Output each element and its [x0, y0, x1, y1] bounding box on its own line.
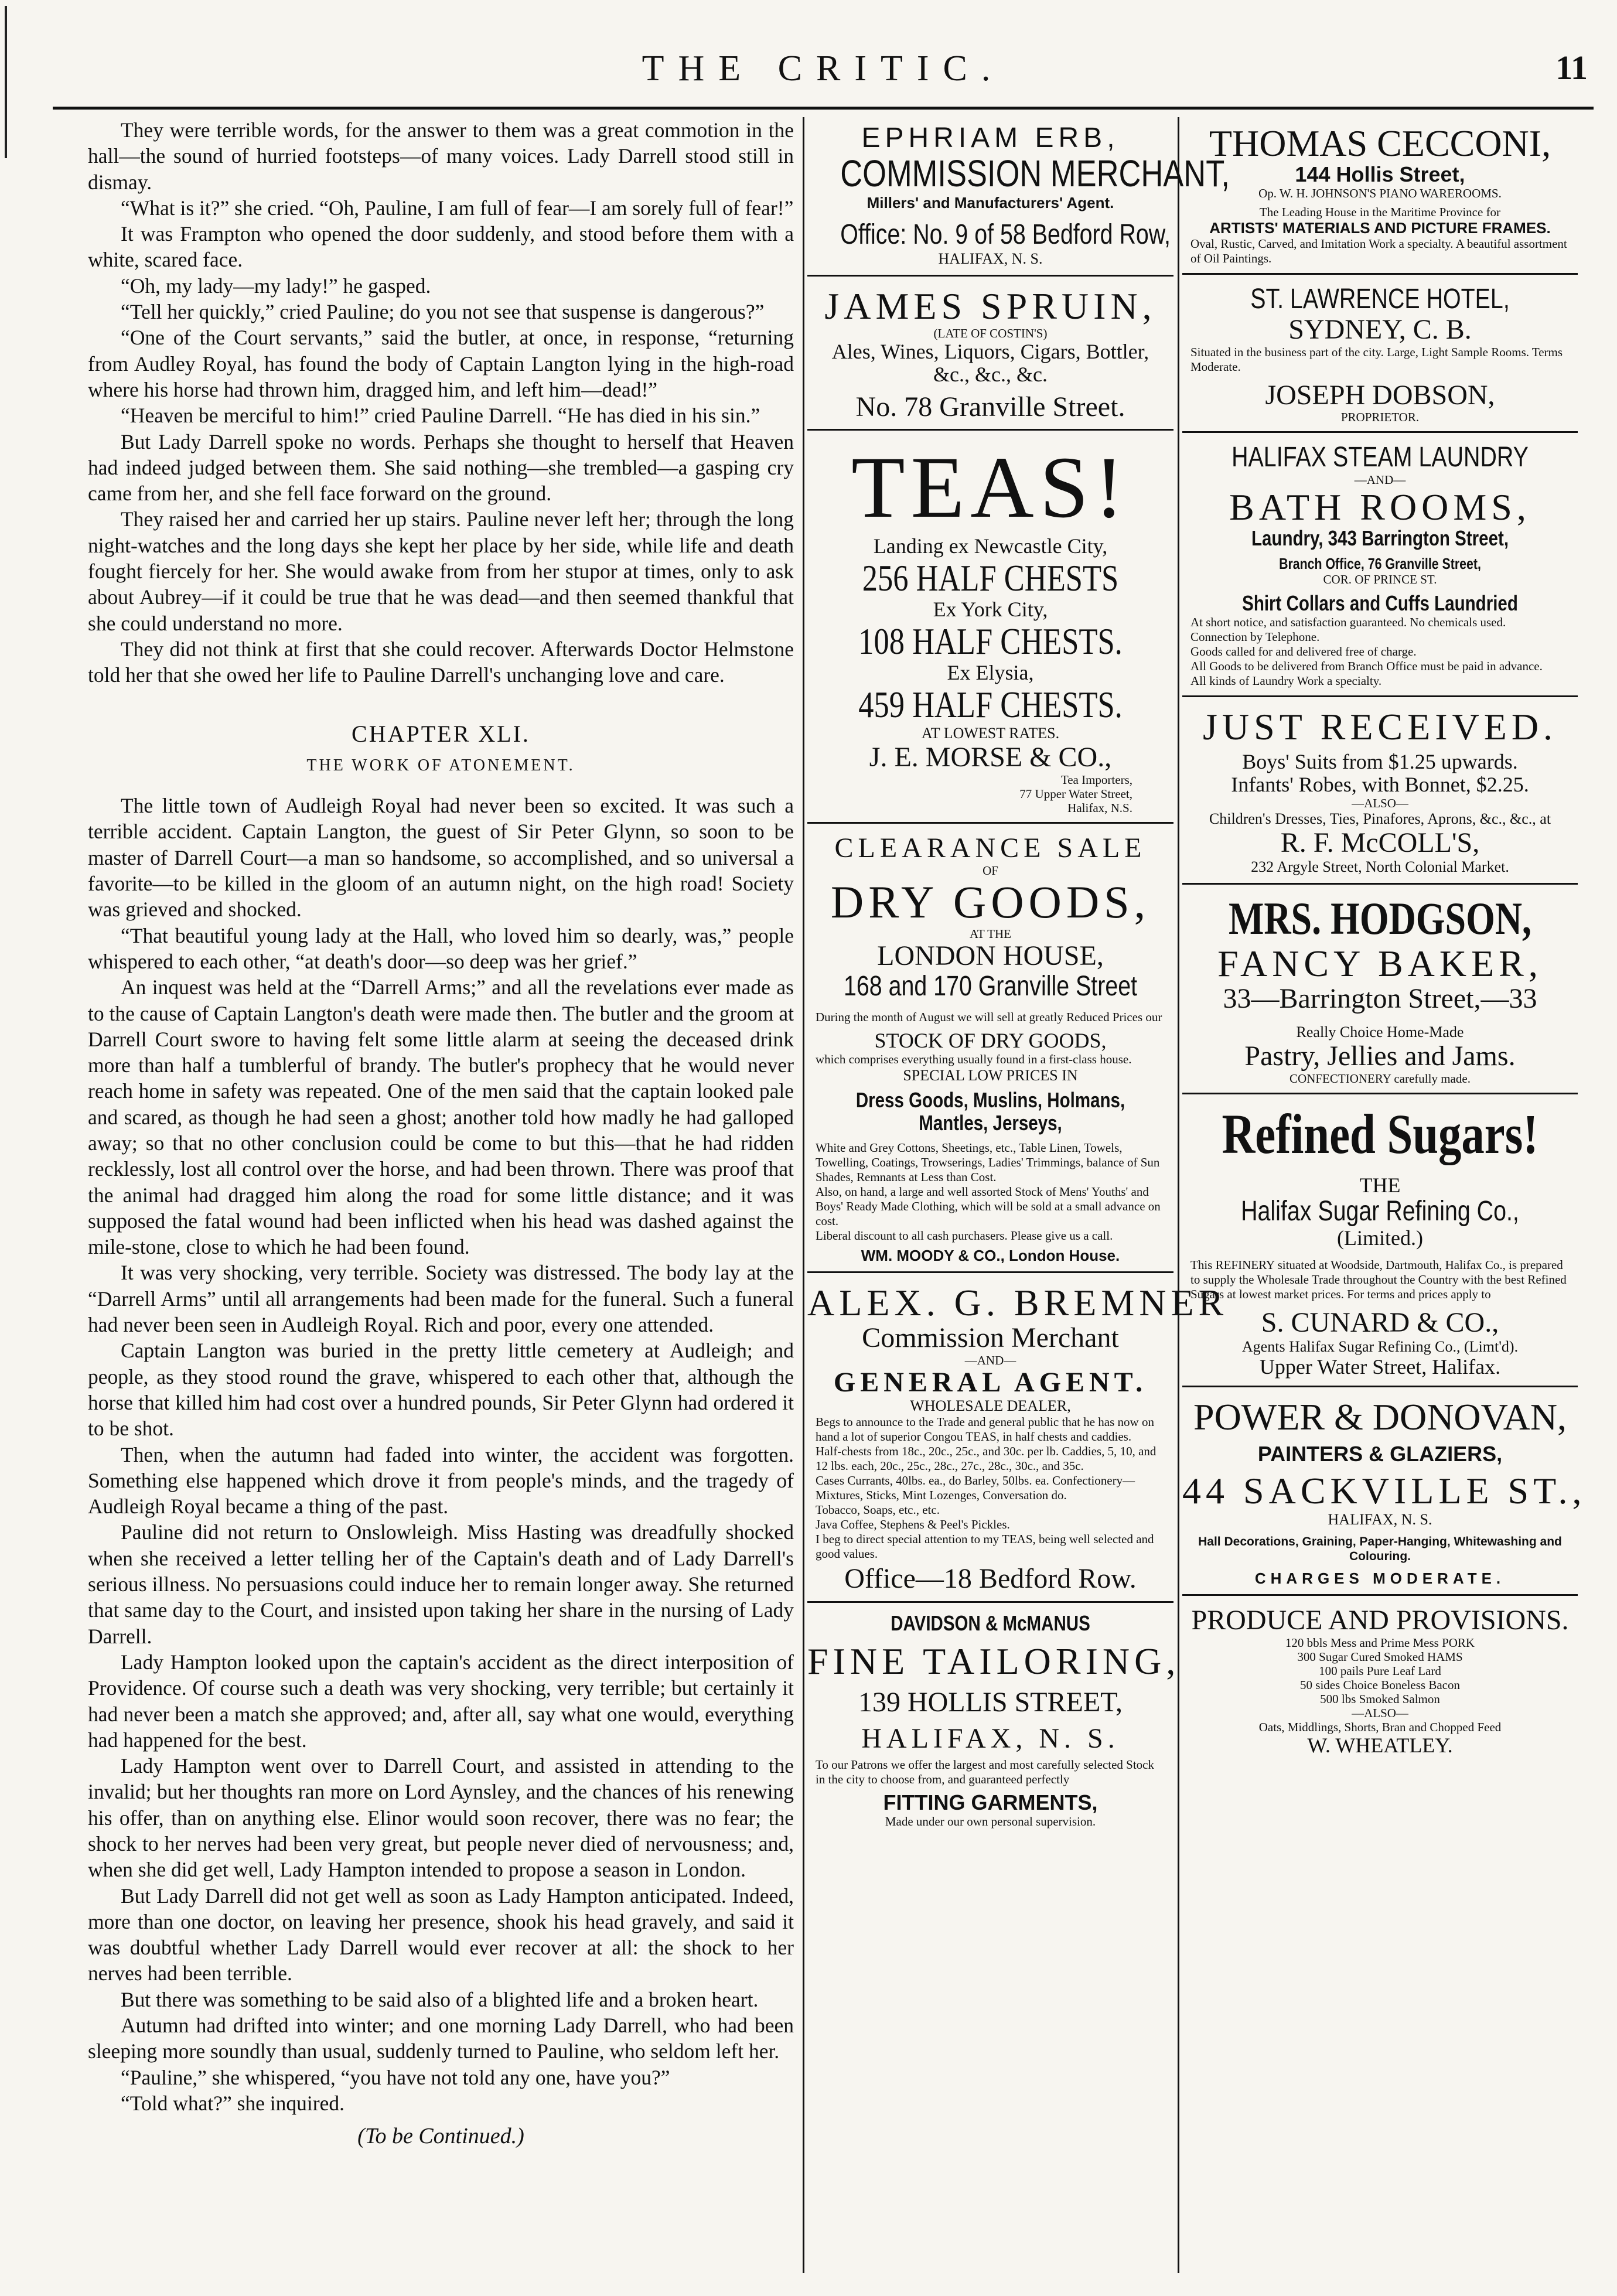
story-paragraph: “Heaven be merciful to him!” cried Pauline Darrell. “He has died in his sin.” — [121, 404, 760, 428]
ad-line: HALIFAX, N. S. — [861, 1722, 1120, 1754]
ad-line: Refined Sugars! — [1222, 1102, 1538, 1165]
ad-erb — [807, 117, 1230, 277]
story-paragraph: “Pauline,” she whispered, “you have not told any one, have you?” — [121, 2065, 670, 2089]
ad-line: 459 HALF CHESTS. — [858, 684, 1123, 726]
ad-line: THOMAS CECCONI, — [1209, 122, 1551, 164]
story-part-two — [88, 793, 794, 2116]
ad-bremner — [807, 1277, 1229, 1604]
ad-spruin — [807, 280, 1173, 431]
ad-line: WM. MOODY & CO., London House. — [861, 1246, 1120, 1264]
ad-line: Halifax, N.S. — [1067, 801, 1132, 816]
page-edge-mark — [5, 6, 7, 158]
ad-line: TEAS! — [851, 439, 1130, 537]
ads-column-middle — [807, 117, 1230, 2285]
ad-line: Goods called for and delivered free of charge. — [1190, 644, 1417, 659]
ad-line: 232 Argyle Street, North Colonial Market. — [1251, 858, 1509, 875]
ad-line: JAMES SPRUIN, — [824, 285, 1157, 327]
running-title: THE CRITIC. — [642, 49, 1005, 88]
ad-line: Landing ex Newcastle City, — [873, 534, 1108, 558]
ad-line: To our Patrons we offer the largest and most carefully selected Stock in the city to choose from, and guaranteed perfectly — [816, 1757, 1155, 1786]
ad-line: I beg to direct special attention to my TEAS, being well selected and good values. — [816, 1532, 1154, 1561]
ad-line: PRODUCE AND PROVISIONS. — [1191, 1604, 1569, 1636]
ad-line: 256 HALF CHESTS — [862, 557, 1119, 599]
ad-line: 120 bbls Mess and Prime Mess PORK — [1285, 1635, 1475, 1650]
ad-line: FINE TAILORING, — [807, 1640, 1181, 1683]
ad-line: Ales, Wines, Liquors, Cigars, Bottler, — [831, 339, 1149, 363]
ad-line: Also, on hand, a large and well assorted Stock of Mens' Youths' and Boys' Ready Made Clothing, which will be sold at a small advance on cost. — [816, 1184, 1161, 1228]
story-paragraph: They raised her and carried her up stairs. Pauline never left her; through the long night-watches and the long days she kept her place by her side, while life and death fought fiercely for her. She would awake from from her stupor at times, only to ask about Aubrey—if it could be true that he was dead—and then seemed thankful that she could understand no more. — [88, 507, 794, 635]
story-paragraph: “What is it?” she cried. “Oh, Pauline, I am full of fear—I am sorely full of fear!” — [121, 196, 794, 220]
story-part-one — [88, 117, 794, 688]
story-paragraph: “Oh, my lady—my lady!” he gasped. — [121, 274, 431, 298]
story-paragraph: It was very shocking, very terrible. Society was distressed. The body lay at the “Darrell Arms” until all arrangements had been made for the funeral. Such a funeral had never been seen in Audleigh Royal. Rich and poor, every one attended. — [88, 1261, 794, 1337]
ad-line: PROPRIETOR. — [1340, 410, 1420, 425]
ad-line: EPHRIAM ERB, — [861, 122, 1120, 153]
ad-line: Branch Office, 76 Granville Street, — [1279, 555, 1481, 573]
ad-line: Shirt Collars and Cuffs Laundried — [1242, 591, 1518, 616]
story-paragraph: Lady Hampton went over to Darrell Court, and assisted in attending to the invalid; but her thoughts ran more on Lord Aynsley, and the chances of his renewing his offer, than on anything else. Elinor would soon recover, there was no fear; the shock to her nerves had been very great, but people never died of nervousness; and, when she did get well, Lady Hampton intended to propose a season in London. — [88, 1754, 794, 1882]
ad-line: Connection by Telephone. — [1190, 630, 1320, 644]
ad-line: SPECIAL LOW PRICES IN — [903, 1066, 1078, 1084]
ad-line: 50 sides Choice Boneless Bacon — [1300, 1677, 1460, 1692]
ad-line: PAINTERS & GLAZIERS, — [1257, 1441, 1503, 1466]
ad-line: COR. OF PRINCE ST. — [1323, 572, 1437, 587]
ad-line: Op. W. H. JOHNSON'S PIANO WAREROOMS. — [1258, 186, 1502, 200]
story-paragraph: Captain Langton was buried in the pretty little cemetery at Audleigh; and people, as they stood round the grave, whispered to each other that, although the horse that killed him had cost over a hundred pounds, Sir Peter Glynn had ordered it to be shot. — [88, 1339, 794, 1441]
ad-line: JOSEPH DOBSON, — [1265, 379, 1495, 411]
ad-line: Upper Water Street, Halifax. — [1259, 1355, 1501, 1379]
ad-line: ALEX. G. BREMNER — [807, 1281, 1229, 1323]
ad-line: FANCY BAKER, — [1217, 943, 1543, 985]
page-header — [53, 36, 1594, 110]
ad-line: Agents Halifax Sugar Refining Co., (Limt'd). — [1241, 1338, 1519, 1355]
ad-line: HALIFAX, N. S. — [938, 250, 1043, 267]
ad-line: This REFINERY situated at Woodside, Dartmouth, Halifax Co., is prepared to supply the Wholesale Trade throughout the Country with the best Refined Sugars at lowest market prices. For terms and prices apply to — [1190, 1258, 1567, 1302]
ad-line: 300 Sugar Cured Smoked HAMS — [1297, 1649, 1463, 1664]
ad-line: Cases Currants, 40lbs. ea., do Barley, 50lbs. ea. Confectionery—Mixtures, Sticks, Mint Lozenges, Conversation do. — [816, 1473, 1135, 1503]
ad-line: BATH ROOMS, — [1229, 486, 1531, 528]
story-paragraph: The little town of Audleigh Royal had never been so excited. It was such a terrible accident. Captain Langton, the guest of Sir Peter Glynn, so soon to be master of Darrell Court—a man so handsome, so accomplished, and so universal a favorite—to be killed in the gloom of an autumn night, on the high road! Society was grieved and shocked. — [88, 794, 794, 922]
chapter-subtitle: THE WORK OF ATONEMENT. — [306, 756, 575, 775]
ad-line: Hall Decorations, Graining, Paper-Hanging, Whitewashing and Colouring. — [1198, 1534, 1562, 1563]
ad-line: MRS. HODGSON, — [1228, 892, 1532, 944]
story-paragraph: They were terrible words, for the answer to them was a great commotion in the hall—the sound of hurried footsteps—of many voices. Lady Darrell stood still in dismay. — [88, 118, 794, 194]
ad-line: COMMISSION MERCHANT, — [840, 152, 1230, 195]
ad-power-donovan — [1182, 1391, 1587, 1596]
ad-line: ST. LAWRENCE HOTEL, — [1250, 283, 1510, 315]
ad-line: Really Choice Home-Made — [1296, 1024, 1464, 1041]
ad-line: HALIFAX, N. S. — [1328, 1510, 1432, 1528]
chapter-title: CHAPTER XLI. — [352, 720, 530, 747]
ad-hodgson — [1182, 888, 1578, 1094]
ad-line: POWER & DONOVAN, — [1193, 1396, 1567, 1438]
ad-line: Begs to announce to the Trade and general public that he has now on hand a lot of superior Congou TEAS, in half chests and caddies. — [816, 1415, 1154, 1444]
ad-mccoll — [1182, 701, 1578, 885]
ad-line: GENERAL AGENT. — [833, 1366, 1148, 1398]
ad-line: Oval, Rustic, Carved, and Imitation Work a specialty. A beautiful assortment of Oil Paintings. — [1190, 236, 1567, 265]
column-rule — [803, 117, 804, 2273]
ad-dry-goods — [807, 827, 1173, 1272]
ad-line: WHOLESALE DEALER, — [910, 1397, 1071, 1415]
story-paragraph: It was Frampton who opened the door suddenly, and stood before them with a white, scared face. — [88, 222, 794, 272]
ads-column-right — [1182, 117, 1587, 2285]
ad-line: Commission Merchant — [862, 1322, 1119, 1353]
ad-line: STOCK OF DRY GOODS, — [874, 1028, 1107, 1052]
story-paragraph: But Lady Darrell spoke no words. Perhaps she thought to herself that Heaven had indeed judged between them. She said nothing—she trembled—a gasping cry came from her, and she fell face forward on the ground. — [88, 429, 794, 506]
ad-line: &c., &c., &c. — [933, 362, 1048, 386]
ad-line: 77 Upper Water Street, — [1019, 787, 1132, 801]
story-paragraph: “Tell her quickly,” cried Pauline; do you not see that suspense is dangerous?” — [121, 300, 765, 324]
ad-line: OF — [983, 864, 998, 878]
ad-line: THE — [1359, 1173, 1401, 1197]
ad-line: J. E. MORSE & CO., — [869, 742, 1112, 773]
ad-line: AT LOWEST RATES. — [921, 725, 1060, 742]
ad-st-lawrence-hotel — [1182, 278, 1578, 433]
story-paragraph: They did not think at first that she could recover. Afterwards Doctor Helmstone told her that she owed her life to Pauline Darrell's unchanging love and care. — [88, 637, 794, 687]
ad-line: Situated in the business part of the city. Large, Light Sample Rooms. Terms Moderate. — [1190, 344, 1563, 374]
ad-line: ARTISTS' MATERIALS AND PICTURE FRAMES. — [1209, 219, 1551, 237]
ad-line: which comprises everything usually found in a first-class house. — [816, 1052, 1132, 1066]
ad-line: Ex Elysia, — [947, 661, 1034, 685]
ad-line: AT THE — [970, 927, 1011, 941]
ad-line: 108 HALF CHESTS. — [858, 620, 1123, 663]
ad-line: Children's Dresses, Ties, Pinafores, Aprons, &c., &c., at — [1209, 810, 1551, 828]
ad-line: DRY GOODS, — [830, 876, 1151, 928]
ad-line: At short notice, and satisfaction guaranteed. No chemicals used. — [1190, 615, 1506, 630]
ad-line: FITTING GARMENTS, — [883, 1790, 1098, 1814]
ad-line: Laundry, 343 Barrington Street, — [1251, 526, 1509, 551]
ad-line: White and Grey Cottons, Sheetings, etc., Table Linen, Towels, Towelling, Coatings, Trowserings, Ladies' Trimmings, balance of Sun Shades, Remnants at Less than Cost. — [816, 1140, 1160, 1184]
ad-teas — [807, 434, 1173, 824]
ad-line: Office—18 Bedford Row. — [844, 1563, 1137, 1595]
ad-line: 500 lbs Smoked Salmon — [1320, 1691, 1440, 1706]
ad-line: CLEARANCE SALE — [834, 833, 1147, 864]
story-paragraph: But there was something to be said also of a blighted life and a broken heart. — [121, 1987, 759, 2011]
ad-davidson — [807, 1606, 1181, 1836]
ad-line: —ALSO— — [1352, 1705, 1408, 1720]
ad-line: Infants' Robes, with Bonnet, $2.25. — [1231, 773, 1529, 797]
continued-note: (To be Continued.) — [357, 2124, 524, 2149]
ad-line: Tobacco, Soaps, etc., etc. — [816, 1503, 940, 1517]
story-paragraph: Lady Hampton looked upon the captain's accident as the direct interposition of Providence. Of course such a death was very shocking, very terrible; but certainly it had never been a match she approved; and, after all, say what one would, everything had happened for the best. — [88, 1650, 794, 1752]
ad-line: (LATE OF COSTIN'S) — [933, 326, 1048, 340]
ad-line: LONDON HOUSE, — [877, 940, 1104, 972]
story-paragraph: Autumn had drifted into winter; and one morning Lady Darrell, who had been sleeping more soundly than usual, suddenly turned to Pauline, who seldom left her. — [88, 2014, 794, 2063]
ad-line: All kinds of Laundry Work a specialty. — [1190, 674, 1382, 688]
story-paragraph: Then, when the autumn had faded into winter, the accident was forgotten. Something else happened which drove it from people's minds, and the tragedy of Audleigh Royal became a thing of the past. — [88, 1442, 794, 1519]
ad-line: SYDNEY, C. B. — [1288, 313, 1472, 345]
ad-line: JUST RECEIVED. — [1202, 706, 1558, 748]
ad-line: 139 HOLLIS STREET, — [858, 1687, 1123, 1718]
story-paragraph: “One of the Court servants,” said the butler, at once, in response, “returning from Audley Royal, has found the body of Captain Langton lying in the high-road where his horse had thrown him, dragged him, and left him—dead!” — [88, 326, 794, 401]
ad-line: Liberal discount to all cash purchasers. Please give us a call. — [816, 1228, 1113, 1243]
ad-line: —AND— — [964, 1353, 1016, 1367]
ad-line: —AND— — [1354, 473, 1406, 487]
ad-line: The Leading House in the Maritime Province for — [1259, 204, 1501, 219]
ad-line: CONFECTIONERY carefully made. — [1289, 1071, 1471, 1086]
ad-line: 100 pails Pure Leaf Lard — [1319, 1663, 1441, 1678]
ad-line: S. CUNARD & CO., — [1261, 1307, 1499, 1339]
ad-cecconi — [1182, 117, 1578, 275]
ad-line: 168 and 170 Granville Street — [843, 971, 1138, 1002]
ad-line: (Limited.) — [1337, 1226, 1423, 1250]
ad-line: All Goods to be delivered from Branch Office must be paid in advance. — [1190, 659, 1543, 674]
ad-line: Half-chests from 18c., 20c., 25c., and 30c. per lb. Caddies, 5, 10, and 12 lbs. each, 20c., 25c., 28c., 27c., 28c., 30c., and 35c. — [816, 1444, 1157, 1473]
ad-line: HALIFAX STEAM LAUNDRY — [1231, 442, 1529, 473]
story-paragraph: Pauline did not return to Onslowleigh. Miss Hasting was dreadfully shocked when she received a letter telling her of the Captain's death and of Lady Darrell's serious illness. No persuasions could induce her to remain longer away. She returned that same day to the Court, and insisted upon taking her share in the nursing of Lady Darrell. — [88, 1520, 794, 1648]
ad-line: 44 SACKVILLE ST., — [1182, 1469, 1587, 1512]
ad-line: Made under our own personal supervision. — [885, 1814, 1096, 1828]
ad-wheatley — [1182, 1599, 1578, 1764]
ad-line: Java Coffee, Stephens & Peel's Pickles. — [816, 1517, 1010, 1532]
ad-line: Tea Importers, — [1060, 773, 1132, 787]
ad-line: Ex York City, — [933, 598, 1048, 622]
ad-line: Oats, Middlings, Shorts, Bran and Chopped Feed — [1258, 1720, 1502, 1734]
ad-line: Mantles, Jerseys, — [919, 1110, 1062, 1135]
ad-line: Boys' Suits from $1.25 upwards. — [1242, 750, 1518, 774]
ad-line: Dress Goods, Muslins, Holmans, — [855, 1087, 1125, 1112]
ad-steam-laundry — [1182, 436, 1578, 697]
story-paragraph: “That beautiful young lady at the Hall, who loved him so dearly, was,” people whispered to each other, “at death's door—so deep was her grief.” — [88, 923, 794, 973]
column-rule — [1178, 117, 1179, 2273]
story-column — [88, 117, 794, 2285]
story-paragraph: But Lady Darrell did not get well as soon as Lady Hampton anticipated. Indeed, more than one doctor, on leaving her presence, shook his head gravely, and said it was doubtful whether Lady Darrell would ever recover at all: the shock to her nerves had been terrible. — [88, 1884, 794, 1985]
ad-line: W. WHEATLEY. — [1307, 1733, 1453, 1757]
ad-line: Halifax Sugar Refining Co., — [1241, 1196, 1519, 1227]
ad-line: Office: No. 9 of 58 Bedford Row, — [840, 219, 1171, 250]
ad-line: CHARGES MODERATE. — [1254, 1569, 1506, 1587]
ad-line: No. 78 Granville Street. — [855, 391, 1125, 422]
ad-line: Pastry, Jellies and Jams. — [1244, 1040, 1516, 1072]
page-number: 11 — [1555, 49, 1588, 87]
ad-line: 144 Hollis Street, — [1295, 162, 1465, 187]
ad-line: 33—Barrington Street,—33 — [1223, 983, 1537, 1015]
ad-line: —ALSO— — [1352, 796, 1408, 811]
ad-line: Millers' and Manufacturers' Agent. — [867, 193, 1114, 211]
ad-line: DAVIDSON & McMANUS — [891, 1611, 1090, 1636]
story-paragraph: “Told what?” she inquired. — [121, 2091, 344, 2115]
ad-line: During the month of August we will sell at greatly Reduced Prices our — [816, 1009, 1162, 1024]
story-paragraph: An inquest was held at the “Darrell Arms;” and all the revelations ever made as to the cause of Captain Langton's death were made then. The butler and the groom at Darrell Court swore to having felt some little alarm at seeing the deceased drink more than half a tumblerful of brandy. The butler's prophecy that he would never reach home in safety was repeated. One of the men said that the captain looked pale and scared, as though he had seen a ghost; another told how madly he had galloped away; so that no other conclusion could be come to but this—that he had ridden recklessly, lost all control over the horse, and had been thrown. There was proof that the animal had dragged him along the road for some little distance; and it was supposed the fatal wound had been inflicted when his head was dashed against the mile-stone, close to which he had been found. — [88, 975, 794, 1259]
ad-line: R. F. McCOLL'S, — [1280, 827, 1480, 859]
ad-sugar-refining — [1182, 1098, 1578, 1387]
